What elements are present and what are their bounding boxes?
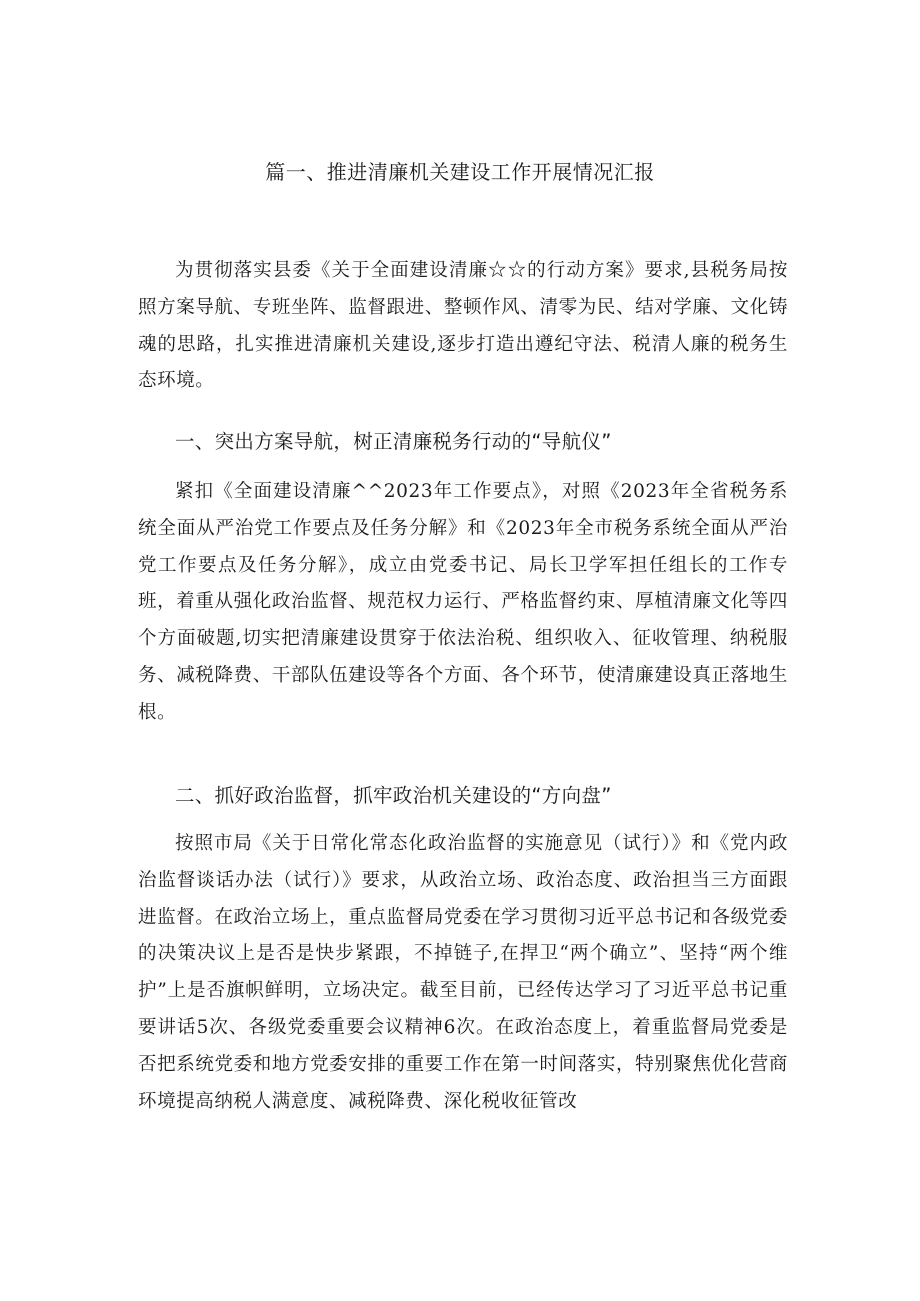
section-1-paragraph: 紧扣《全面建设清廉^^2023年工作要点》，对照《2023年全省税务系统全面从严治党工作要点及任务分解》和《2023年全市税务系统全面从严治党工作要点及任务分解》，成立由党委书记、局长卫学军担任组长的工作专班，着重从强化政治监督、规范权力运行、严格监督约束、厚植清廉文化等四个方面破题,切实把清廉建设贯穿于依法治税、组织收入、征收管理、纳税服务、减税降费、干部队伍建设等各个方面、各个环节，使清廉建设真正落地生根。 bbox=[138, 481, 788, 723]
section-2-heading: 二、抓好政治监督，抓牢政治机关建设的“方向盘” bbox=[175, 784, 612, 807]
section-1-heading: 一、突出方案导航，树正清廉税务行动的“导航仪” bbox=[175, 430, 612, 453]
document-title: 篇一、推进清廉机关建设工作开展情况汇报 bbox=[265, 160, 655, 184]
section-2-paragraph: 按照市局《关于日常化常态化政治监督的实施意见（试行）》和《党内政治监督谈话办法（试行）》要求，从政治立场、政治态度、政治担当三方面跟进监督。在政治立场上，重点监督局党委在学习贯彻习近平总书记和各级党委的决策决议上是否是快步紧跟，不掉链子,在捍卫“两个确立”、坚持“两个维护”上是否旗帜鲜明，立场决定。截至目前，已经传达学习了习近平总书记重要讲话5次、各级党委重要会议精神6次。在政治态度上，着重监督局党委是否把系统党委和地方党委安排的重要工作在第一时间落实，特别聚焦优化营商环境提高纳税人满意度、减税降费、深化税收征管改 bbox=[138, 833, 788, 1112]
intro-paragraph: 为贯彻落实县委《关于全面建设清廉☆☆的行动方案》要求,县税务局按照方案导航、专班坐阵、监督跟进、整顿作风、清零为民、结对学廉、文化铸魂的思路，扎实推进清廉机关建设,逐步打造出遵纪守法、税清人廉的税务生态环境。 bbox=[138, 260, 788, 392]
